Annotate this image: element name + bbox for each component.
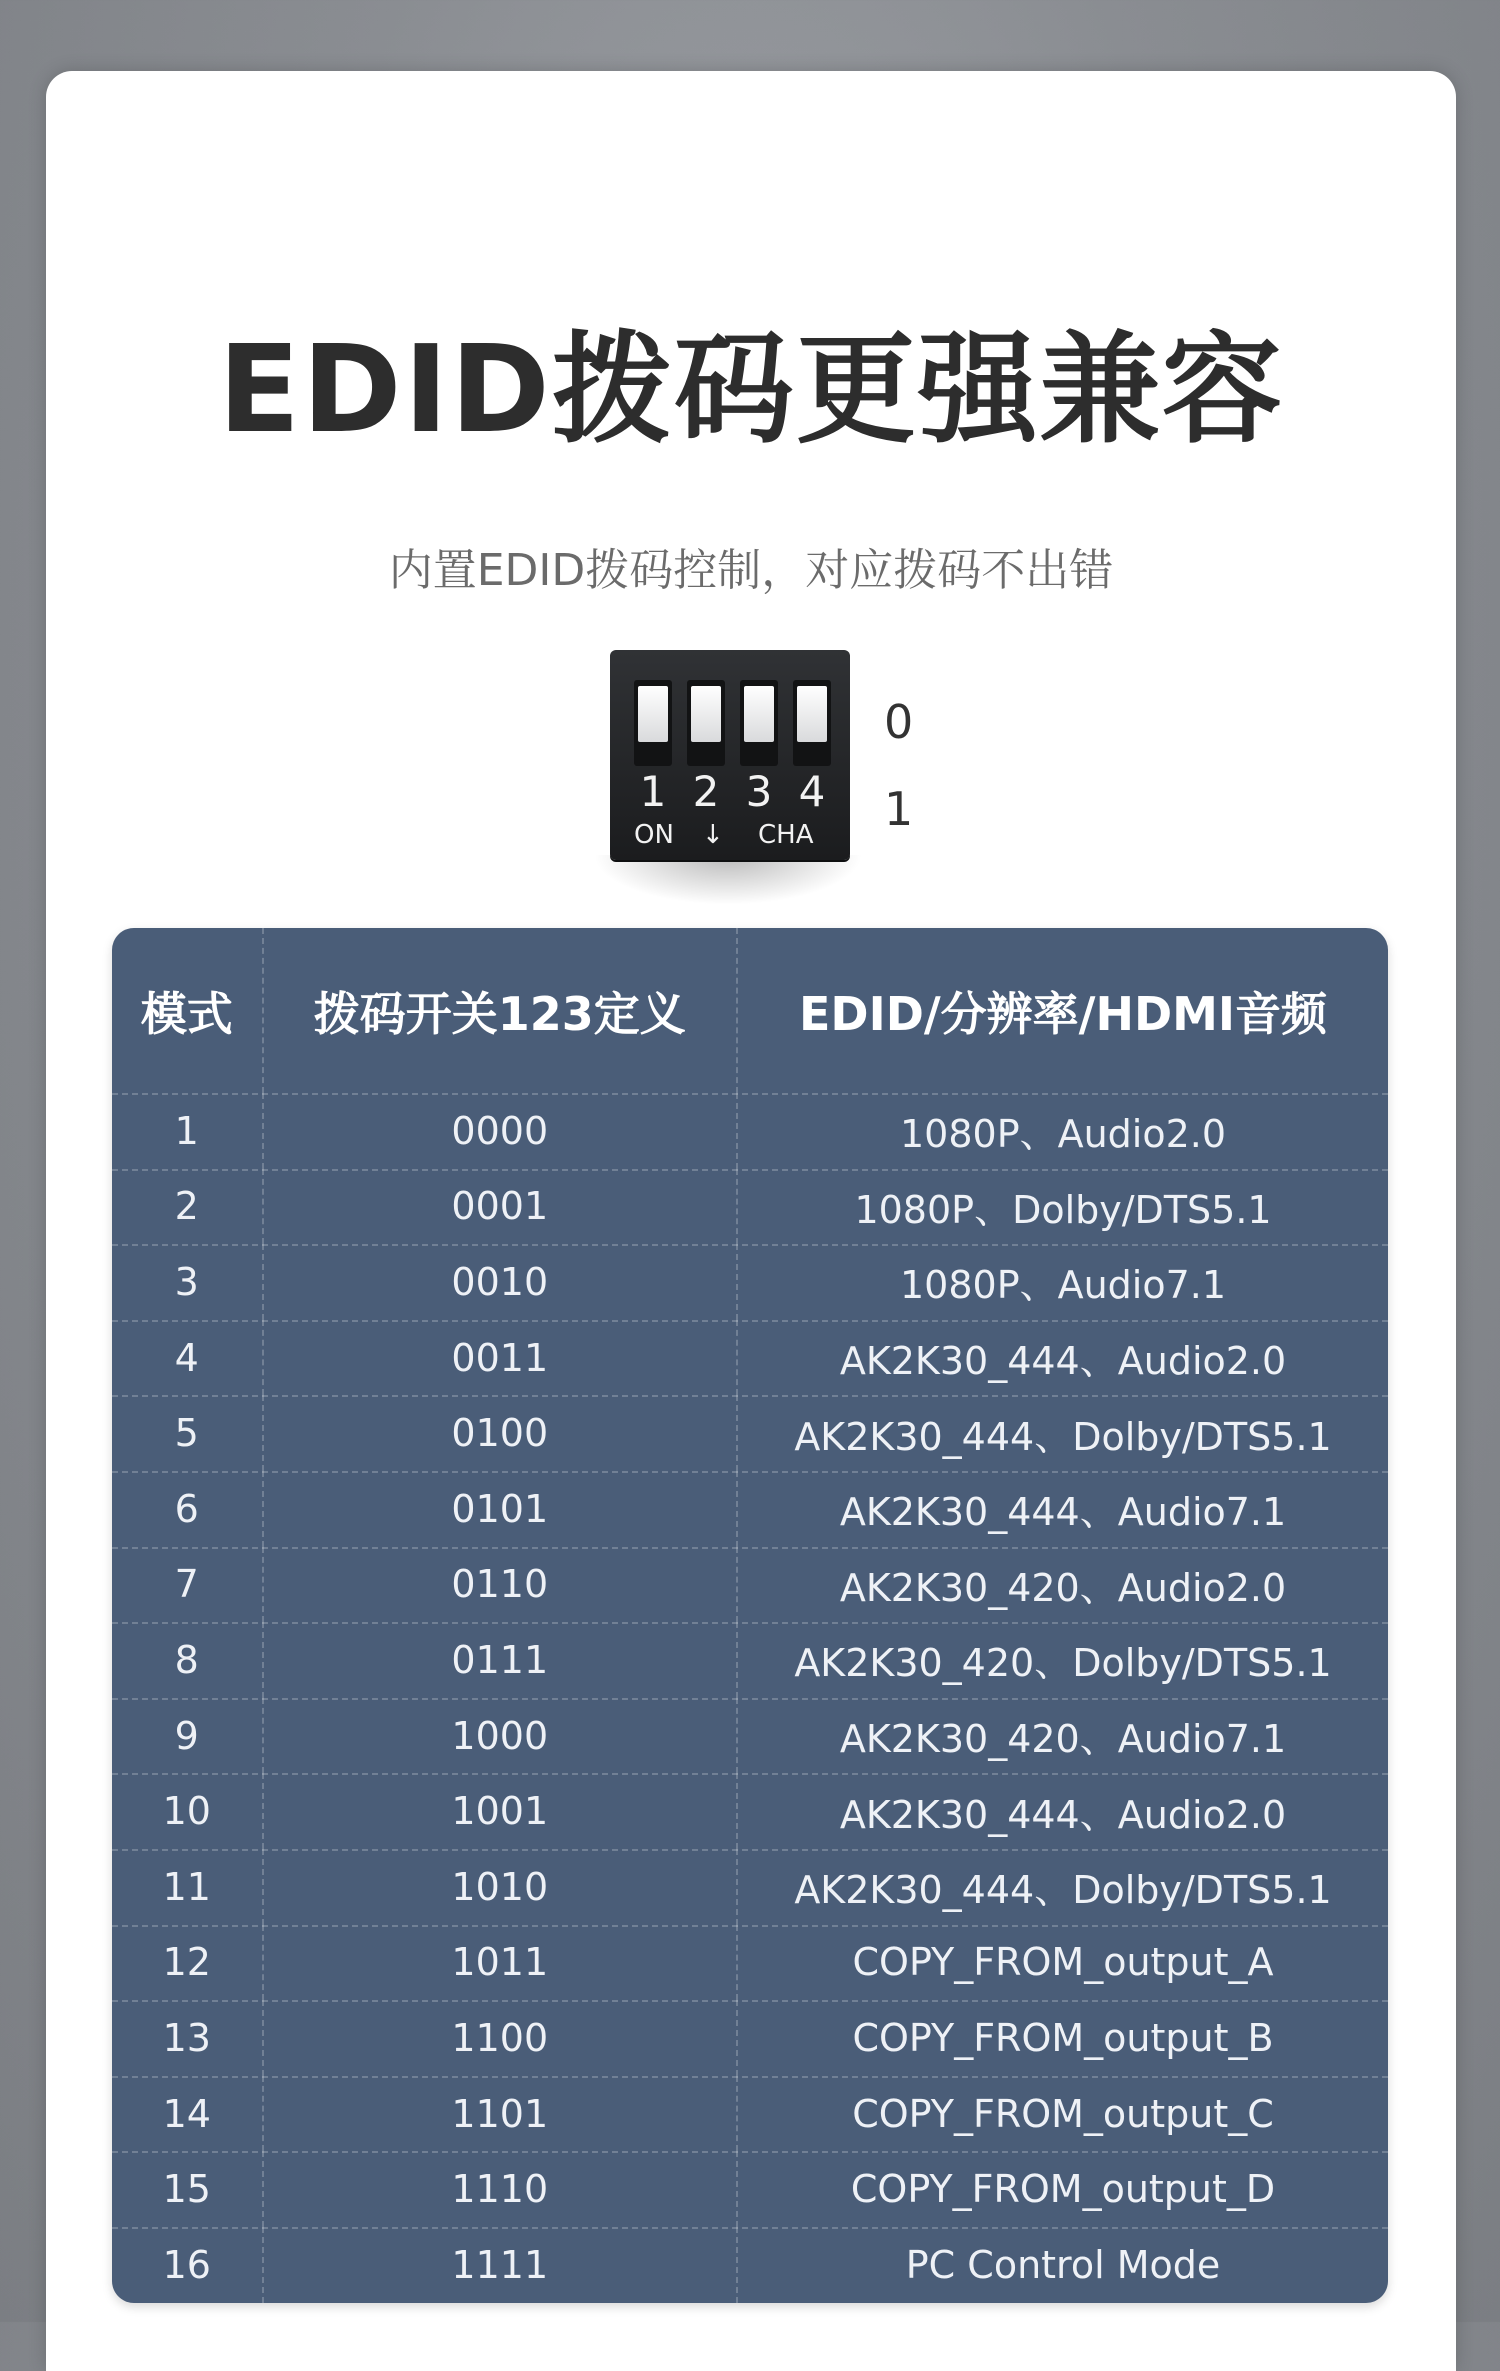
cell-mode: 14: [162, 2091, 211, 2136]
cell-edid: AK2K30_444、Audio2.0: [736, 1773, 1388, 1849]
cell-edid: 1080P、Dolby/DTS5.1: [736, 1169, 1388, 1245]
cell-switch-code: 0010: [262, 1244, 737, 1320]
cell-mode: 5: [174, 1411, 199, 1456]
cell-switch-code: 0100: [262, 1395, 737, 1471]
dip-switch-shadow: [593, 855, 863, 905]
cell-mode: 1: [174, 1108, 199, 1153]
cell-edid: AK2K30_444、Audio7.1: [736, 1471, 1388, 1547]
table-row: [112, 1849, 1388, 1927]
page-subtitle: 内置EDID拨码控制，对应拨码不出错: [388, 545, 1114, 596]
cell-edid: AK2K30_420、Audio7.1: [736, 1698, 1388, 1774]
dip-switch-4: [793, 680, 831, 766]
cell-switch-code: 1000: [262, 1698, 737, 1774]
page-title: EDID拨码更强兼容: [218, 321, 1284, 460]
cell-edid: COPY_FROM_output_D: [736, 2151, 1388, 2227]
cell-edid: 1080P、Audio7.1: [736, 1244, 1388, 1320]
table-row: [112, 1773, 1388, 1851]
cell-edid: COPY_FROM_output_A: [736, 1925, 1388, 2001]
table-row: [112, 2000, 1388, 2078]
header-switch-definition: 拨码开关123定义: [262, 928, 737, 1093]
cell-edid: AK2K30_444、Audio2.0: [736, 1320, 1388, 1396]
table-row: [112, 1622, 1388, 1700]
dip-switch-1: [634, 680, 672, 766]
cell-mode: 15: [162, 2167, 211, 2212]
cell-mode: 11: [162, 1864, 211, 1909]
cell-mode: 7: [174, 1562, 199, 1607]
cell-mode: 12: [162, 1940, 211, 1985]
table-row: [112, 1395, 1388, 1473]
table-row: [112, 2076, 1388, 2154]
cell-switch-code: 1011: [262, 1925, 737, 2001]
table-header-row: [112, 928, 1388, 1095]
cell-edid: AK2K30_444、Dolby/DTS5.1: [736, 1395, 1388, 1471]
cell-switch-code: 1101: [262, 2076, 737, 2152]
cell-mode: 9: [174, 1713, 199, 1758]
cell-switch-code: 0011: [262, 1320, 737, 1396]
table-row: [112, 2151, 1388, 2229]
cell-switch-code: 1111: [262, 2227, 737, 2303]
edid-table: [112, 928, 1388, 2303]
cell-switch-code: 0001: [262, 1169, 737, 1245]
cell-mode: 3: [174, 1259, 199, 1304]
cell-edid: AK2K30_420、Audio2.0: [736, 1547, 1388, 1623]
cell-edid: PC Control Mode: [736, 2227, 1388, 2303]
dip-switch-2: [687, 680, 725, 766]
table-row: [112, 1471, 1388, 1549]
cell-mode: 4: [174, 1335, 199, 1380]
cell-mode: 2: [174, 1184, 199, 1229]
table-row: [112, 1698, 1388, 1776]
dip-switch-illustration: [610, 650, 850, 860]
cell-switch-code: 1001: [262, 1773, 737, 1849]
cell-mode: 16: [162, 2242, 211, 2287]
cell-switch-code: 1010: [262, 1849, 737, 1925]
cell-edid: AK2K30_420、Dolby/DTS5.1: [736, 1622, 1388, 1698]
dip-number-2: 2: [692, 767, 720, 816]
dip-number-1: 1: [639, 767, 667, 816]
cell-switch-code: 1110: [262, 2151, 737, 2227]
arrow-down-icon: ↓: [702, 820, 724, 850]
cell-mode: 6: [174, 1486, 199, 1531]
dip-number-3: 3: [745, 767, 773, 816]
table-row: [112, 1547, 1388, 1625]
dip-switch-3: [740, 680, 778, 766]
cell-switch-code: 0111: [262, 1622, 737, 1698]
table-row: [112, 2227, 1388, 2303]
cell-edid: COPY_FROM_output_C: [736, 2076, 1388, 2152]
cell-mode: 10: [162, 1789, 211, 1834]
table-row: [112, 1925, 1388, 2003]
header-mode: 模式: [140, 986, 233, 1041]
dip-label-cha: CHA: [758, 820, 814, 850]
table-row: [112, 1244, 1388, 1322]
table-row: [112, 1093, 1388, 1171]
dip-number-4: 4: [798, 767, 826, 816]
cell-edid: 1080P、Audio2.0: [736, 1093, 1388, 1169]
cell-edid: AK2K30_444、Dolby/DTS5.1: [736, 1849, 1388, 1925]
cell-switch-code: 1100: [262, 2000, 737, 2076]
cell-switch-code: 0101: [262, 1471, 737, 1547]
cell-switch-code: 0000: [262, 1093, 737, 1169]
cell-edid: COPY_FROM_output_B: [736, 2000, 1388, 2076]
dip-legend-one: 1: [884, 782, 914, 836]
header-edid: EDID/分辨率/HDMI音频: [736, 928, 1388, 1093]
cell-mode: 8: [174, 1637, 199, 1682]
cell-mode: 13: [162, 2015, 211, 2060]
table-row: [112, 1169, 1388, 1247]
dip-legend-zero: 0: [884, 695, 914, 749]
cell-switch-code: 0110: [262, 1547, 737, 1623]
dip-label-on: ON: [634, 820, 674, 850]
table-row: [112, 1320, 1388, 1398]
